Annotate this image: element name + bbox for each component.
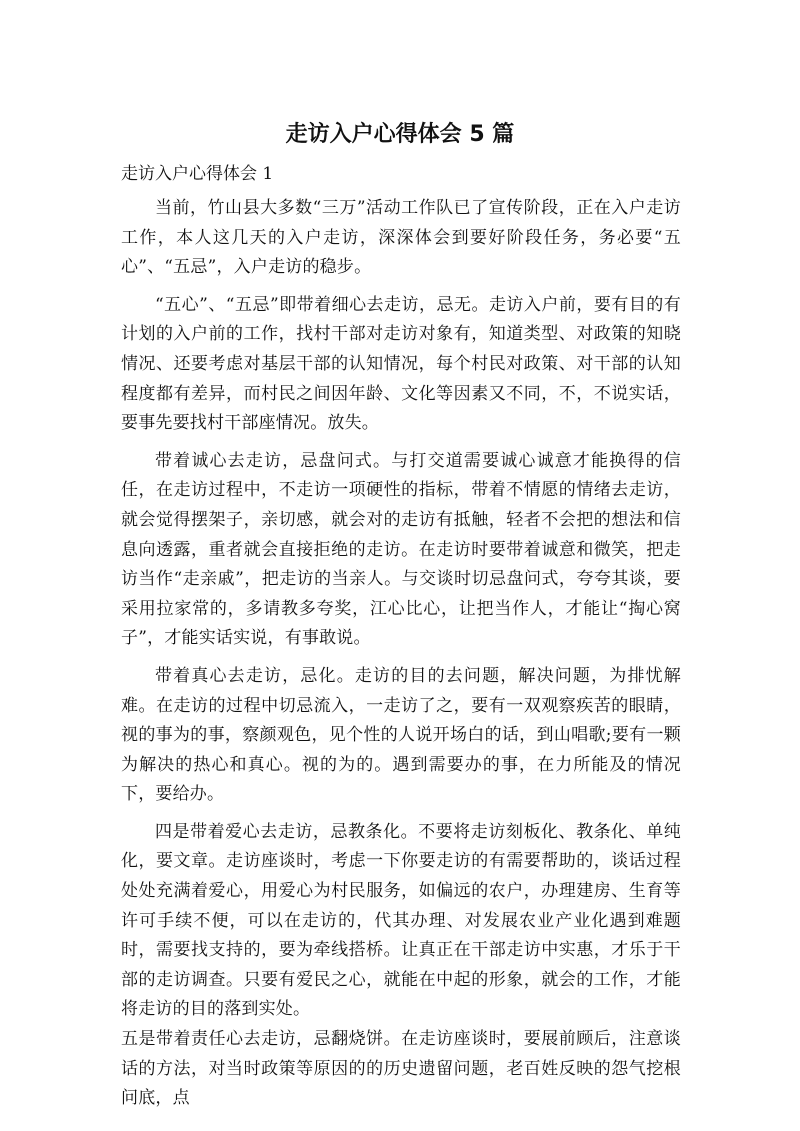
- paragraph: 四是带着爱心去走访，忌教条化。不要将走访刻板化、教条化、单纯化，要文章。走访座谈时，考虑一下你要走访的有需要帮助的，谈话过程处处充满着爱心，用爱心为村民服务，如偏远的农户，办理建房、生育等许可手续不便，可以在走访的，代其办理、对发展农业产业化遇到难题时，需要找支持的，要为牵线搭桥。让真正在干部走访中实惠，才乐于干部的走访调查。只要有爱民之心，就能在中起的形象，就会的工作，才能将走访的目的落到实处。: [121, 821, 681, 1020]
- paragraph: “五心”、“五忌”即带着细心去走访，忌无。走访入户前，要有目的有计划的入户前的工作，找村干部对走访对象有，知道类型、对政策的知晓情况、还要考虑对基层干部的认知情况，每个村民对政策、对干部的认知程度都有差异，而村民之间因年龄、文化等因素又不同，不，不说实话，要事先要找村干部座情况。放失。: [121, 294, 681, 434]
- paragraph: 当前，竹山县大多数“三万”活动工作队已了宣传阶段，正在入户走访工作，本人这几天的入户走访，深深体会到要好阶段任务，务必要“五心”、“五忌”，入户走访的稳步。: [121, 198, 681, 278]
- document-title: 走访入户心得体会 5 篇: [285, 122, 515, 147]
- section-heading: 走访入户心得体会 1: [121, 164, 274, 184]
- paragraph: 五是带着责任心去走访，忌翻烧饼。在走访座谈时，要展前顾后，注意谈话的方法，对当时政策等原因的的历史遗留问题，老百姓反映的怨气挖根问底，点: [121, 1029, 681, 1109]
- paragraph: 带着诚心去走访，忌盘问式。与打交道需要诚心诚意才能换得的信任，在走访过程中，不走访一项硬性的指标，带着不情愿的情绪去走访，就会觉得摆架子，亲切感，就会对的走访有抵触，轻者不会把的想法和信息向透露，重者就会直接拒绝的走访。在走访时要带着诚意和微笑，把走访当作“走亲戚”，把走访的当亲人。与交谈时切忌盘问式，夸夸其谈，要采用拉家常的，多请教多夸奖，江心比心，让把当作人，才能让“掏心窝子”，才能实话实说，有事敢说。: [121, 450, 681, 649]
- paragraph: 带着真心去走访，忌化。走访的目的去问题，解决问题，为排忧解难。在走访的过程中切忌流入，一走访了之，要有一双观察疾苦的眼睛，视的事为的事，察颜观色，见个性的人说开场白的话，到山唱歌;要有一颗为解决的热心和真心。视的为的。遇到需要办的事，在力所能及的情况下，要给办。: [121, 665, 681, 805]
- document-body: [121, 194, 681, 1122]
